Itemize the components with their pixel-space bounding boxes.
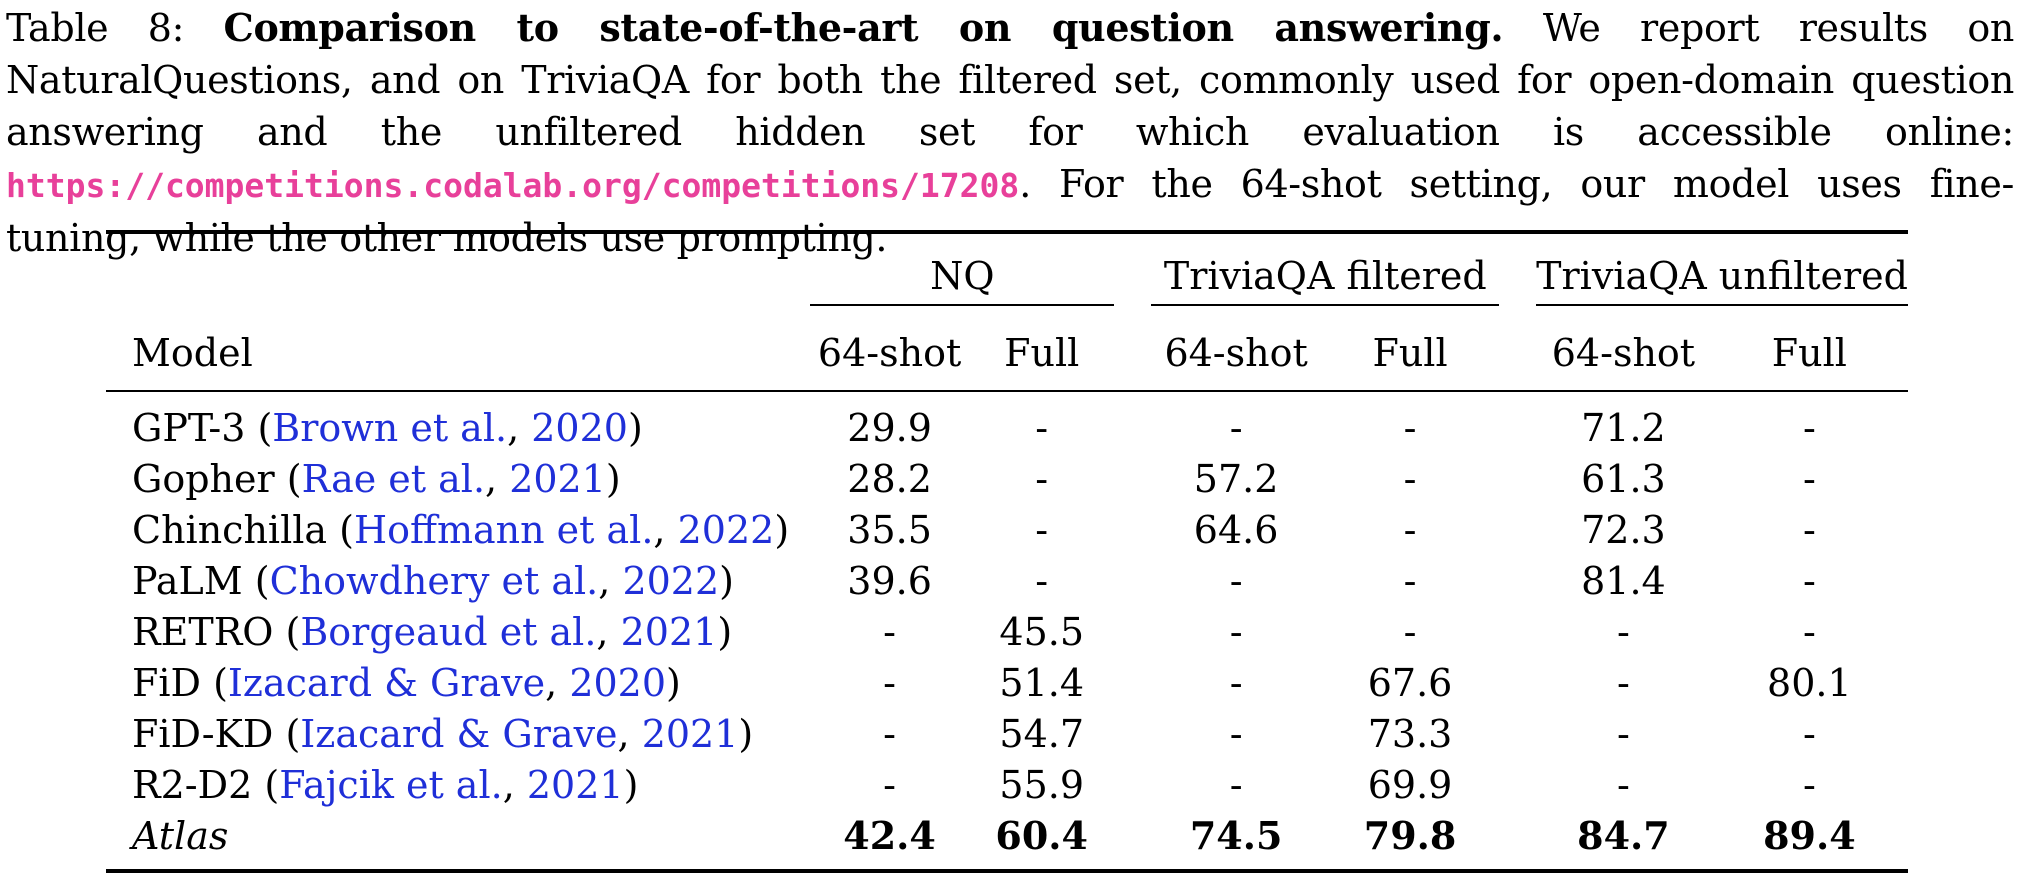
model-name: Chinchilla [132, 507, 328, 552]
citation-authors-link[interactable]: Chowdhery et al. [269, 558, 599, 603]
results-table [106, 230, 1908, 873]
citation-year-link[interactable]: 2020 [531, 405, 628, 450]
table-cell: - [1617, 711, 1630, 756]
model-cell: FiD (Izacard & Grave, 2020) [132, 660, 681, 705]
table-cell: - [1802, 609, 1816, 654]
citation-year-link[interactable]: 2021 [641, 711, 739, 756]
model-cell: Chinchilla (Hoffmann et al., 2022) [132, 507, 790, 552]
table-cell: - [1403, 558, 1417, 603]
table-cell: 60.4 [995, 813, 1088, 858]
table-cell: - [1617, 660, 1630, 705]
citation-authors-link[interactable]: Izacard & Grave [300, 711, 618, 756]
group-triviaqa-unfiltered: TriviaQA unfiltered [1536, 232, 1908, 316]
table-cell: 74.5 [1189, 813, 1283, 858]
subheader-tqa-unfiltered-64shot: 64-shot [1551, 331, 1696, 375]
table-cell: - [1035, 405, 1049, 450]
table-cell: 61.3 [1581, 456, 1666, 501]
table-cell: 28.2 [847, 456, 932, 501]
model-name: R2-D2 [132, 762, 253, 807]
caption-text-2: . For the 64-shot setting, our model uses fine-tuning, while the other models use prompting. [6, 162, 2014, 260]
table-cell: 72.3 [1581, 507, 1666, 552]
table-cell: - [1229, 660, 1243, 705]
table-row [106, 555, 1908, 606]
table-cell: 51.4 [999, 660, 1084, 705]
caption-label: Table 8: [6, 6, 185, 50]
table-cell: 64.6 [1193, 507, 1279, 552]
citation-year-link[interactable]: 2021 [620, 609, 718, 654]
table-cell: 39.6 [847, 558, 932, 603]
table-cell: - [1802, 507, 1816, 552]
subheader-tqa-filtered-64shot: 64-shot [1164, 331, 1308, 375]
table-cell: - [1403, 507, 1417, 552]
table-cell: - [1035, 507, 1049, 552]
model-cell: FiD-KD (Izacard & Grave, 2021) [132, 711, 754, 756]
table-cell: - [1617, 609, 1630, 654]
table-cell: 69.9 [1367, 762, 1453, 807]
table-row-atlas [106, 810, 1908, 871]
caption-text-1: We report results on NaturalQuestions, and on TriviaQA for both the filtered set, commonly used for open-domain question answering and the unfiltered hidden set for which evaluation is accessible online: [6, 6, 2014, 154]
model-name: Atlas [132, 813, 229, 858]
table-cell: - [1403, 456, 1417, 501]
table-cell: 55.9 [999, 762, 1084, 807]
table-row [106, 759, 1908, 810]
model-cell: PaLM (Chowdhery et al., 2022) [132, 558, 734, 603]
table-cell: 29.9 [847, 405, 932, 450]
table-cell: 45.5 [999, 609, 1084, 654]
table-cell: - [1035, 456, 1049, 501]
table-cell: - [1802, 762, 1816, 807]
table-row [106, 657, 1908, 708]
results-table-wrapper [106, 230, 1908, 873]
table-cell: - [883, 609, 896, 654]
table-cell: - [1403, 609, 1417, 654]
model-name: PaLM [132, 558, 243, 603]
subheader-nq-64shot: 64-shot [817, 331, 962, 375]
table-cell: 67.6 [1367, 660, 1453, 705]
table-cell: - [1229, 711, 1243, 756]
subheader-nq-full: Full [1004, 331, 1080, 375]
citation-authors-link[interactable]: Izacard & Grave [227, 660, 546, 705]
table-cell: - [883, 762, 896, 807]
group-nq: NQ [810, 232, 1114, 316]
citation-year-link[interactable]: 2020 [569, 660, 667, 705]
citation-authors-link[interactable]: Hoffmann et al. [353, 507, 654, 552]
model-name: FiD-KD [132, 711, 274, 756]
table-cell: - [1403, 405, 1417, 450]
table-cell: - [1229, 762, 1243, 807]
model-name: RETRO [132, 609, 274, 654]
table-cell: 81.4 [1581, 558, 1666, 603]
citation-year-link[interactable]: 2022 [677, 507, 775, 552]
table-cell: - [1802, 558, 1816, 603]
table-cell: - [1802, 456, 1816, 501]
model-cell: RETRO (Borgeaud et al., 2021) [132, 609, 733, 654]
model-header: Model [132, 331, 253, 375]
subheader-tqa-filtered-full: Full [1372, 331, 1448, 375]
table-cell: - [1802, 405, 1816, 450]
table-cell: 84.7 [1577, 813, 1670, 858]
subheader-tqa-unfiltered-full: Full [1771, 331, 1847, 375]
table-caption [6, 2, 2014, 264]
table-cell: 42.4 [843, 813, 936, 858]
table-cell: - [1802, 711, 1816, 756]
model-name: GPT-3 [132, 405, 246, 450]
table-cell: - [883, 711, 896, 756]
table-row [106, 708, 1908, 759]
table-row [106, 391, 1908, 453]
table-cell: 73.3 [1367, 711, 1453, 756]
table-cell: 54.7 [999, 711, 1084, 756]
citation-year-link[interactable]: 2022 [622, 558, 720, 603]
table-cell: - [883, 660, 896, 705]
table-cell: 80.1 [1767, 660, 1852, 705]
table-cell: 89.4 [1763, 813, 1856, 858]
citation-authors-link[interactable]: Rae et al. [301, 456, 486, 501]
caption-url-link[interactable]: https://competitions.codalab.org/competitions/17208 [6, 166, 1020, 205]
model-name: FiD [132, 660, 201, 705]
table-body [106, 391, 1908, 871]
caption-title: Comparison to state-of-the-art on question answering. [223, 5, 1504, 50]
model-cell: GPT-3 (Brown et al., 2020) [132, 405, 643, 450]
table-cell: 71.2 [1581, 405, 1666, 450]
group-header-row [106, 232, 1908, 316]
group-triviaqa-filtered: TriviaQA filtered [1151, 232, 1499, 316]
table-row [106, 504, 1908, 555]
table-row [106, 606, 1908, 657]
table-cell: - [1035, 558, 1049, 603]
table-cell: - [1617, 762, 1630, 807]
model-cell: R2-D2 (Fajcik et al., 2021) [132, 762, 639, 807]
table-cell: 57.2 [1193, 456, 1279, 501]
table-cell: - [1229, 405, 1243, 450]
table-cell: 79.8 [1363, 813, 1457, 858]
citation-authors-link[interactable]: Borgeaud et al. [300, 609, 597, 654]
subheader-row [106, 316, 1908, 391]
table-cell: - [1229, 558, 1243, 603]
citation-authors-link[interactable]: Brown et al. [272, 405, 508, 450]
table-row [106, 453, 1908, 504]
citation-year-link[interactable]: 2021 [509, 456, 606, 501]
table-cell: 35.5 [847, 507, 932, 552]
table-cell: - [1229, 609, 1243, 654]
citation-authors-link[interactable]: Fajcik et al. [279, 762, 503, 807]
model-name: Gopher [132, 456, 275, 501]
citation-year-link[interactable]: 2021 [526, 762, 624, 807]
model-cell: Gopher (Rae et al., 2021) [132, 456, 621, 501]
